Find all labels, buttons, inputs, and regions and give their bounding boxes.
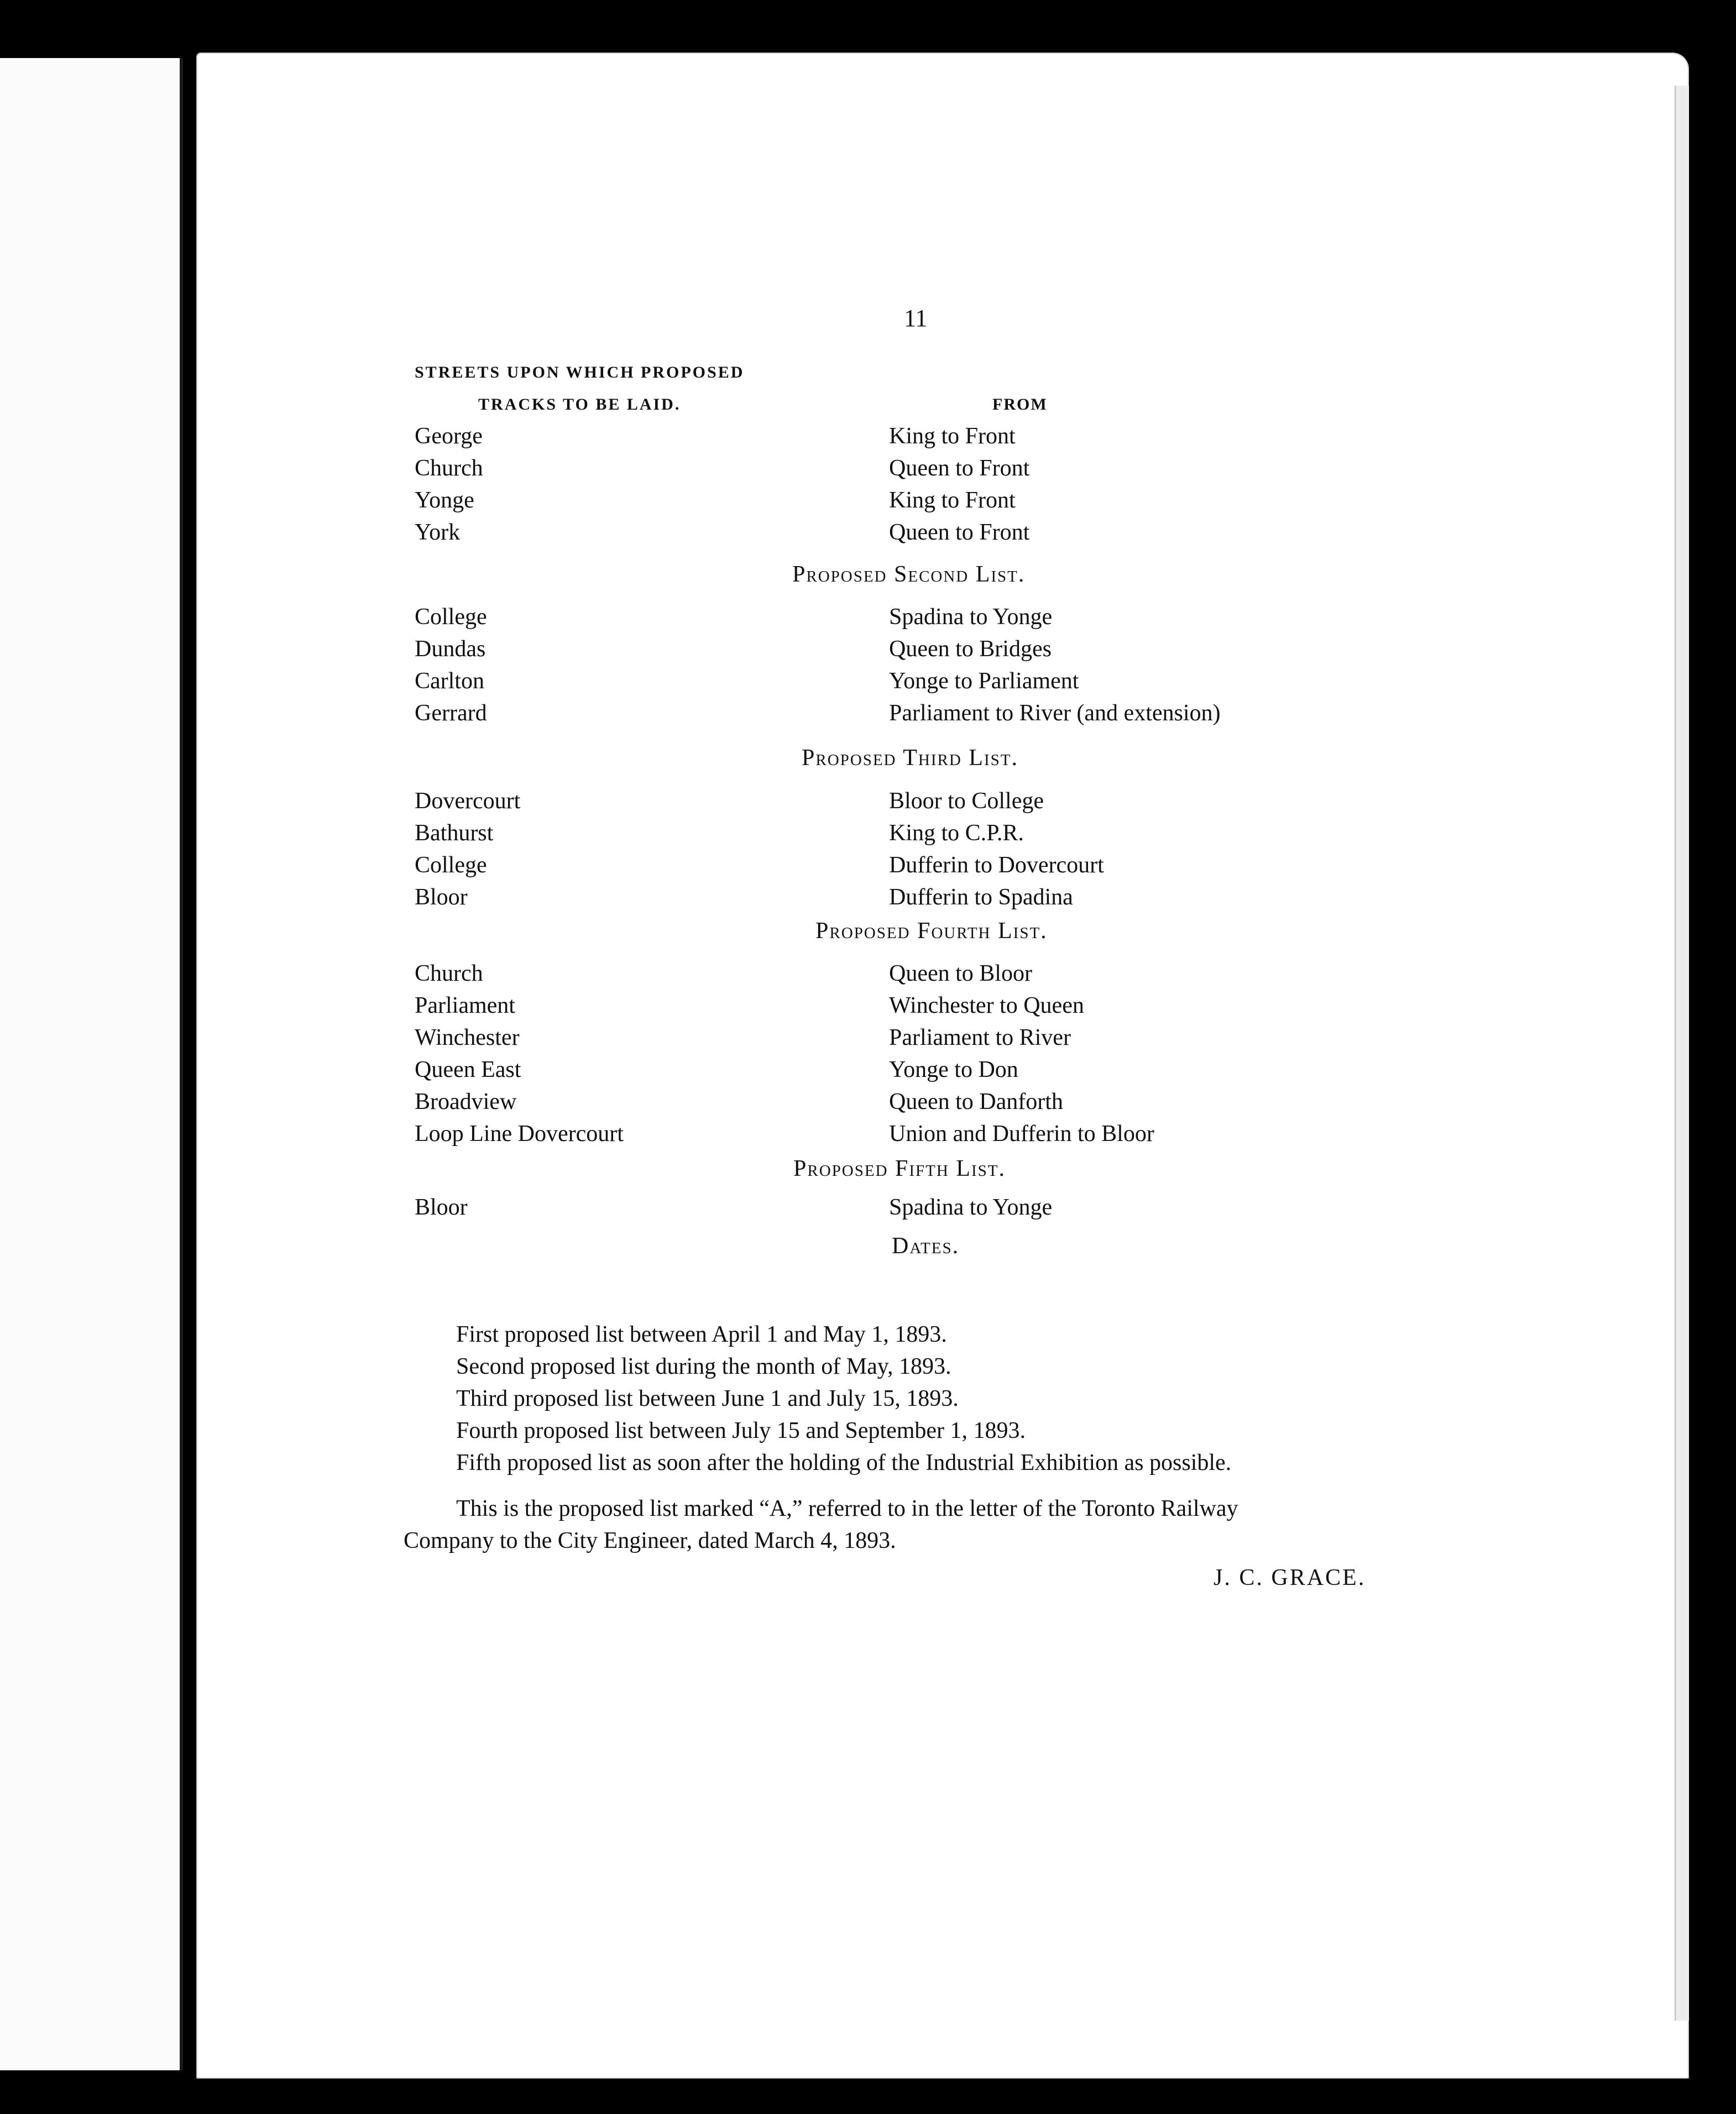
street-extent: Winchester to Queen xyxy=(889,993,1084,1018)
date-line: Third proposed list between June 1 and July 15, 1893. xyxy=(456,1386,959,1411)
closing-note-line2: Company to the City Engineer, dated March 4, 1893. xyxy=(404,1528,896,1553)
street-extent: Parliament to River (and extension) xyxy=(889,700,1221,726)
street-name: Queen East xyxy=(415,1057,521,1082)
street-extent: Bloor to College xyxy=(889,788,1044,814)
streets-heading xyxy=(415,357,744,421)
street-extent: Parliament to River xyxy=(889,1025,1071,1050)
closing-note-line1: This is the proposed list marked “A,” referred to in the letter of the Toronto Railway xyxy=(456,1496,1238,1521)
street-name: Bloor xyxy=(415,1195,468,1220)
list-row xyxy=(196,1089,1689,1121)
list-row xyxy=(196,1056,1689,1089)
list-row xyxy=(196,668,1689,700)
street-name: Bloor xyxy=(415,885,468,910)
dates-title: Dates. xyxy=(892,1233,960,1259)
list-row xyxy=(196,636,1689,668)
date-line: Fourth proposed list between July 15 and September 1, 1893. xyxy=(456,1418,1026,1443)
street-extent: Spadina to Yonge xyxy=(889,604,1053,630)
street-name: Loop Line Dovercourt xyxy=(415,1121,624,1147)
street-name: Broadview xyxy=(415,1089,517,1114)
list-row xyxy=(196,487,1689,519)
street-extent: Queen to Front xyxy=(889,520,1030,545)
list-row xyxy=(196,820,1689,852)
fourth-list-title: Proposed Fourth List. xyxy=(815,918,1048,944)
street-name: Parliament xyxy=(415,993,515,1018)
date-line: First proposed list between April 1 and May 1, 1893. xyxy=(456,1322,947,1347)
page-number: 11 xyxy=(904,305,928,332)
street-extent: King to C.P.R. xyxy=(889,820,1024,846)
list-row xyxy=(196,1194,1689,1226)
streets-heading-line2: TRACKS TO BE LAID. xyxy=(478,395,681,414)
list-row xyxy=(196,604,1689,636)
closing-note xyxy=(404,1493,1620,1557)
list-row xyxy=(196,1121,1689,1153)
street-extent: Union and Dufferin to Bloor xyxy=(889,1121,1154,1147)
street-name: York xyxy=(415,520,461,545)
facing-page-edge xyxy=(0,58,183,2070)
list-row xyxy=(196,1024,1689,1056)
list-row xyxy=(196,788,1689,820)
street-name: Bathurst xyxy=(415,820,494,846)
street-name: College xyxy=(415,604,487,630)
street-extent: Spadina to Yonge xyxy=(889,1195,1053,1220)
third-list-title: Proposed Third List. xyxy=(802,745,1018,771)
street-extent: Dufferin to Spadina xyxy=(889,885,1073,910)
signature: J. C. GRACE. xyxy=(1214,1565,1366,1590)
street-name: Dundas xyxy=(415,636,486,662)
second-list-title: Proposed Second List. xyxy=(792,562,1026,587)
list-row xyxy=(196,884,1689,916)
street-extent: Dufferin to Dovercourt xyxy=(889,852,1104,878)
fifth-list-title: Proposed Fifth List. xyxy=(793,1156,1006,1181)
date-line: Second proposed list during the month of May, 1893. xyxy=(456,1354,951,1379)
list-row xyxy=(196,700,1689,732)
list-row xyxy=(196,455,1689,487)
list-row xyxy=(196,423,1689,455)
list-row xyxy=(196,992,1689,1024)
street-name: Carlton xyxy=(415,668,484,694)
street-name: Dovercourt xyxy=(415,788,521,814)
street-name: Winchester xyxy=(415,1025,520,1050)
dates-list xyxy=(456,1318,1231,1479)
from-heading: FROM xyxy=(992,395,1048,414)
street-name: Church xyxy=(415,456,483,481)
street-name: Church xyxy=(415,961,483,986)
street-extent: King to Front xyxy=(889,488,1016,513)
street-extent: Queen to Bloor xyxy=(889,961,1032,986)
street-extent: King to Front xyxy=(889,423,1016,449)
street-extent: Queen to Danforth xyxy=(889,1089,1063,1114)
streets-heading-line1: STREETS UPON WHICH PROPOSED xyxy=(415,363,745,381)
street-name: George xyxy=(415,423,483,449)
date-line: Fifth proposed list as soon after the holding of the Industrial Exhibition as possible. xyxy=(456,1450,1232,1475)
street-extent: Yonge to Parliament xyxy=(889,668,1079,694)
street-name: Yonge xyxy=(415,488,474,513)
street-extent: Queen to Bridges xyxy=(889,636,1052,662)
street-extent: Yonge to Don xyxy=(889,1057,1018,1082)
document-page xyxy=(196,53,1689,2079)
street-name: Gerrard xyxy=(415,700,487,726)
street-name: College xyxy=(415,852,487,878)
list-row xyxy=(196,960,1689,992)
list-row xyxy=(196,852,1689,884)
street-extent: Queen to Front xyxy=(889,456,1030,481)
list-row xyxy=(196,519,1689,551)
